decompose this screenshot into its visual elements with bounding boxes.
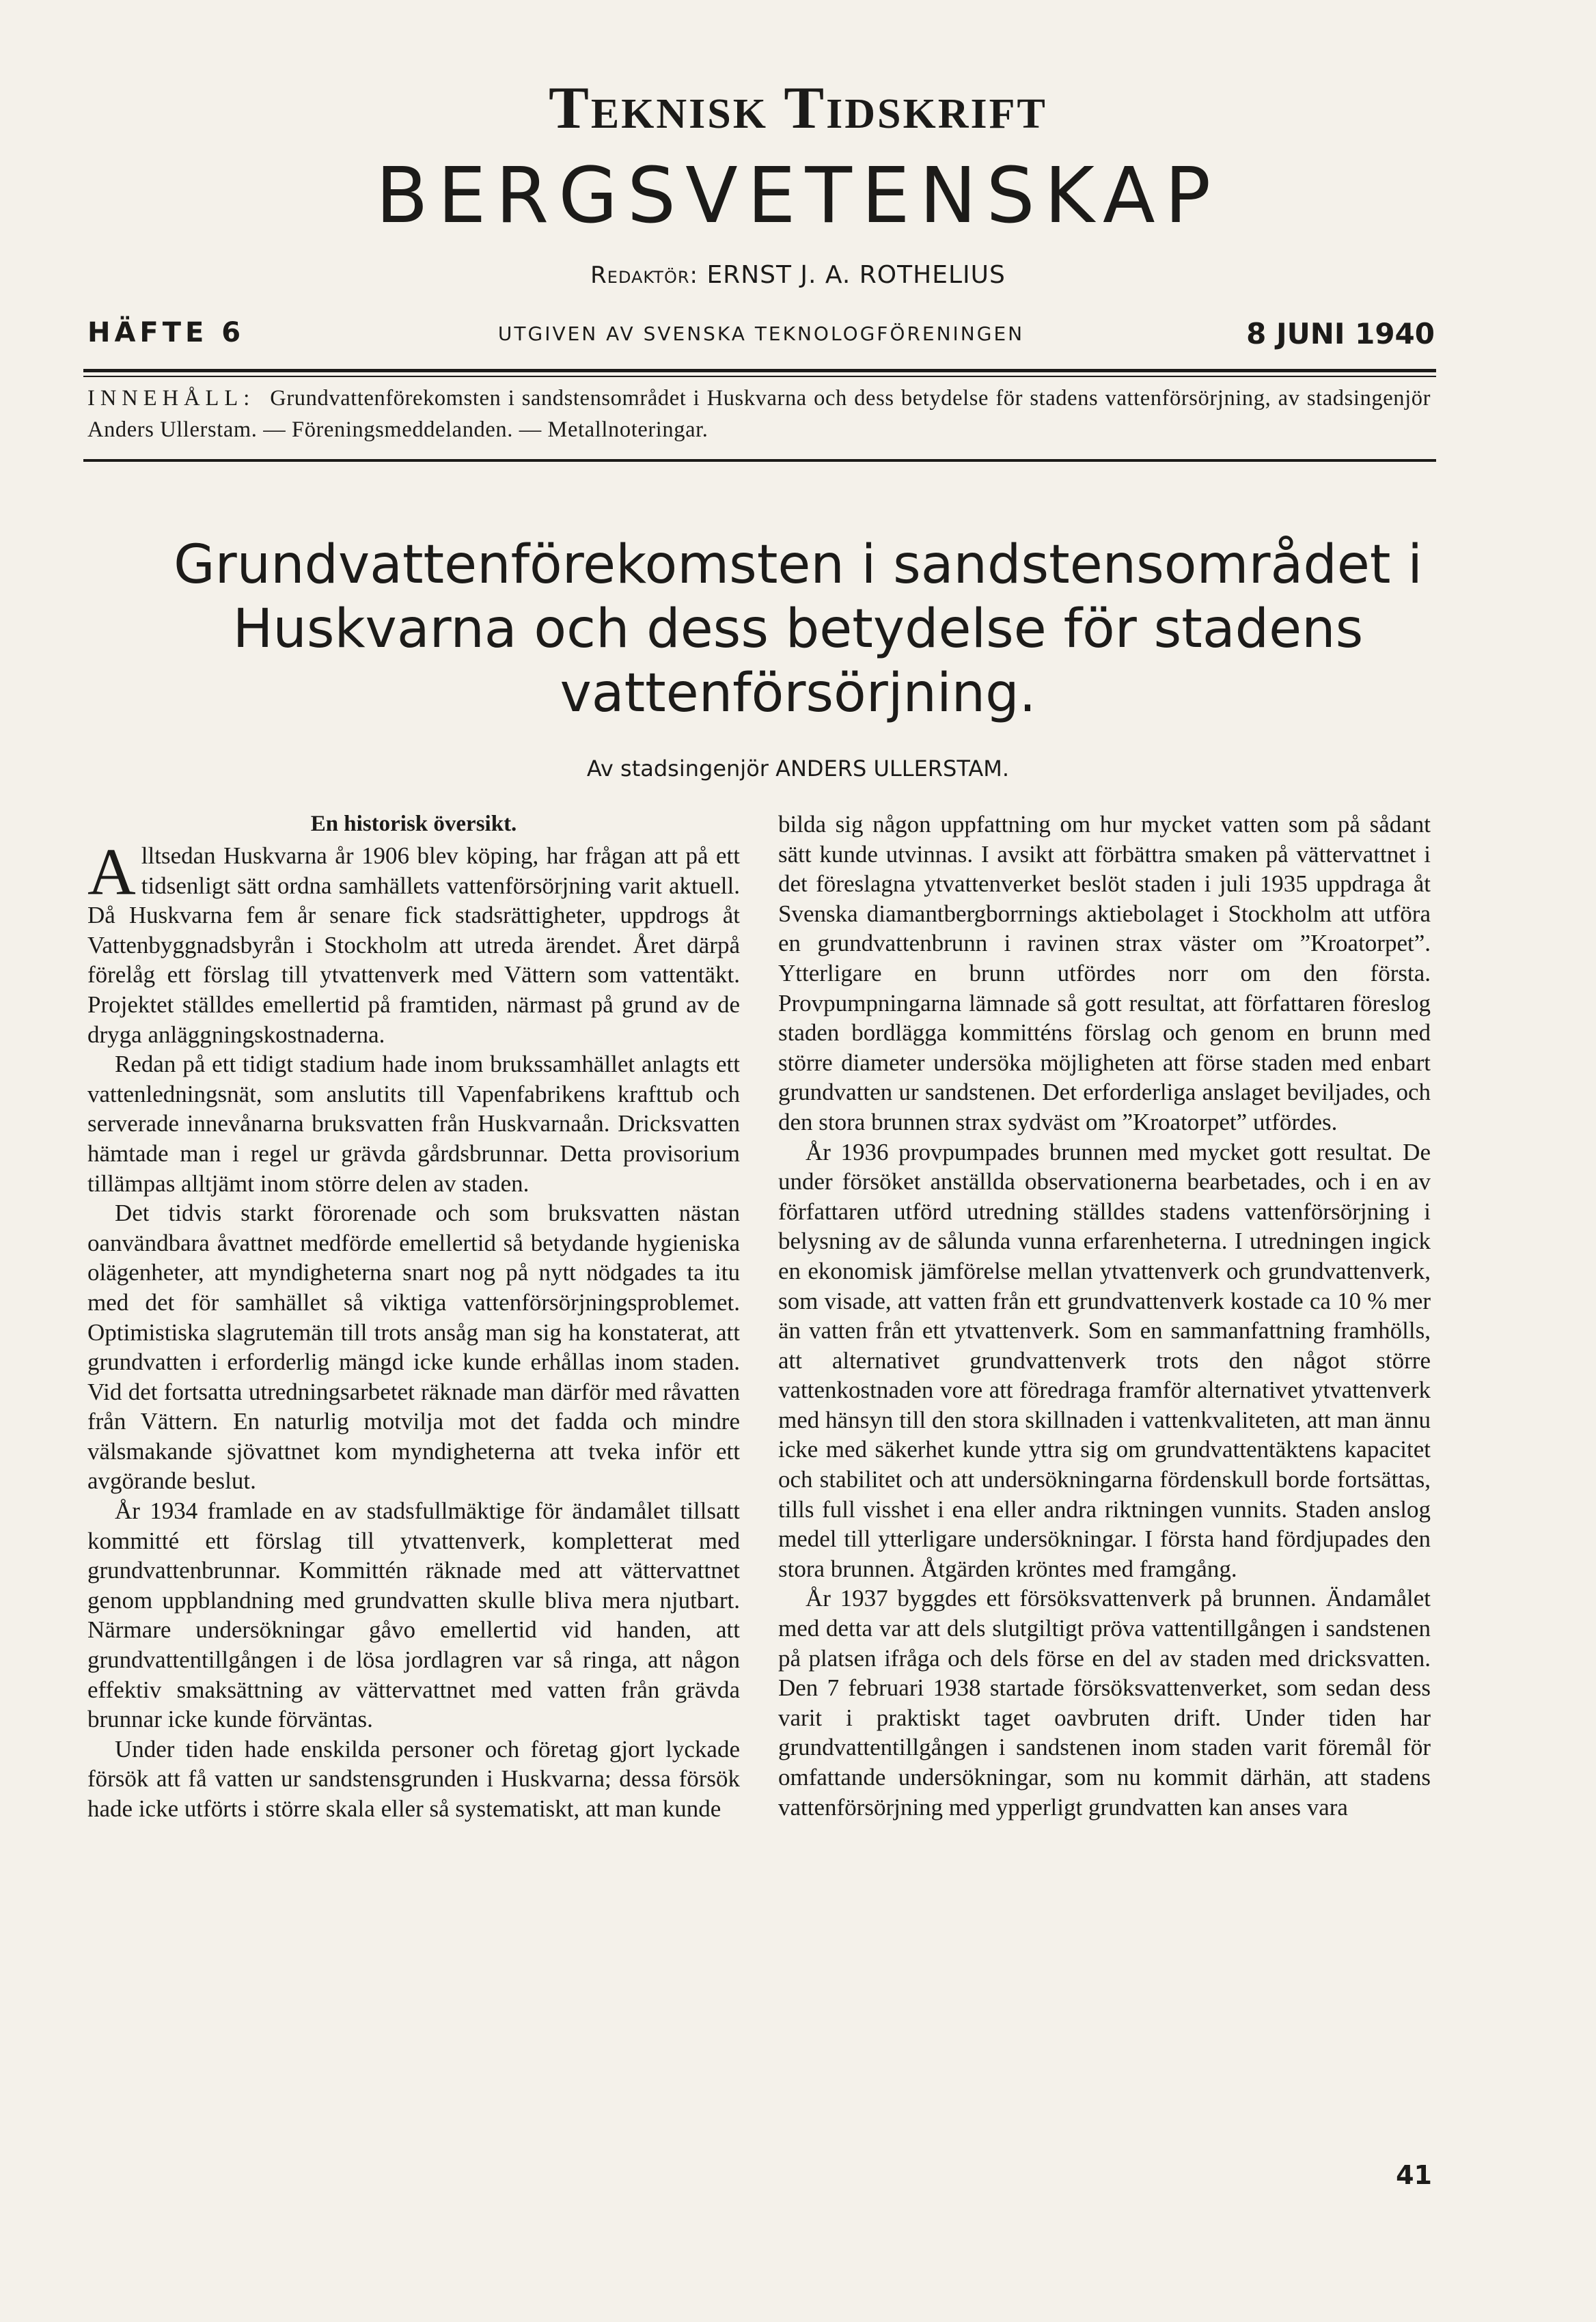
page-number: 41 xyxy=(1396,2160,1432,2190)
paragraph: bilda sig någon uppfattning om hur mycket vatten som på sådant sätt kunde utvinnas. I avsikt att förbättra smaken på vättervattnet i det föreslagna ytvattenverket beslöt staden i juli 1935 uppdraga åt Svenska diamantbergborrnings aktiebolaget i Stockholm att utföra en grundvattenbrunn i ravinen strax väster om ”Kroatorpet”. Ytterligare en brunn utfördes norr om den första. Provpumpningarna lämnade så gott resultat, att författaren föreslog staden bordlägga kommitténs förslag och genom en brunn med större diameter undersöka möjligheten att förse staden med enbart grundvatten ur sandstenen. Det erforderliga anslaget beviljades, och den stora brunnen strax sydväst om ”Kroatorpet” utfördes. xyxy=(778,811,1431,1135)
editor-label: Redaktör: xyxy=(590,262,698,289)
paragraph: Det tidvis starkt förorenade och som bruksvatten nästan oanvändbara åvattnet medförde emellertid så betydande hygieniska olägenheter, att myndigheterna snart nog på nytt nödgades ta itu med det för samhället så viktiga vattenförsörjningsproblemet. Optimistiska slagrutemän till trots ansåg man sig ha konstaterat, att grundvatten i erforderlig mängd icke kunde erhållas inom staden. Vid det fortsatta utredningsarbetet räknade man därför med råvatten från Vättern. En naturlig motvilja mot det fadda och mindre välsmakande sjövattnet kom myndigheterna att tveka inför ett avgörande beslut. xyxy=(87,1200,740,1495)
editor-line xyxy=(0,261,1596,289)
contents-label: INNEHÅLL: xyxy=(87,386,256,411)
issue-row xyxy=(87,317,1435,358)
drop-cap: A xyxy=(87,835,136,909)
paragraph: Under tiden hade enskilda personer och företag gjort lyckade försök att få vatten ur sandstensgrunden i Huskvarna; dessa försök hade icke utförts i större skala eller så systematiskt, att man kunde xyxy=(87,1735,740,1822)
top-rule-thin xyxy=(83,376,1436,377)
top-rule xyxy=(83,369,1436,372)
bottom-rule xyxy=(83,459,1436,462)
paragraph: Redan på ett tidigt stadium hade inom brukssamhället anlagts ett vattenledningsnät, som anslutits till Vapenfabrikens krafttub och serverade innevånarna bruksvatten från Huskvarnaån. Dricksvatten hämtade man i regel ur grävda gårdsbrunnar. Detta provisorium tillämpas alltjämt inom större delen av staden. xyxy=(87,1051,740,1197)
article-byline: Av stadsingenjör ANDERS ULLERSTAM. xyxy=(586,756,1010,782)
paragraph: År 1937 byggdes ett försöksvattenverk på brunnen. Ändamålet med detta var att dels slutgiltigt pröva vattentillgången i sandstenen på platsen ifråga och dels förse en del av staden med dricksvatten. Den 7 februari 1938 startade försöksvattenverket, som sedan dess varit i praktiskt taget oavbruten drift. Under tiden har grundvattentillgången i sandstenen inom staden varit föremål för omfattande undersökningar, som nu kommit därhän, att stadens vattenförsörjning med ypperligt grundvatten kan anses vara xyxy=(778,1585,1431,1821)
journal-section-title: BERGSVETENSKAP xyxy=(375,152,1221,240)
left-column xyxy=(87,810,740,1824)
right-column xyxy=(778,810,1431,1822)
editor-name: ERNST J. A. ROTHELIUS xyxy=(706,261,1006,289)
contents-text: Grundvattenförekomsten i sandstensområdet i Huskvarna och dess betydelse för stadens vattenförsörjning, av stadsingenjör Anders Ullerstam. — Föreningsmeddelanden. — Metallnoteringar. xyxy=(87,386,1431,442)
paragraph: Alltsedan Huskvarna år 1906 blev köping, har frågan att på ett tidsenligt sätt ordna samhällets vattenförsörjning varit aktuell. Då Huskvarna fem år senare fick stadsrättigheter, uppdrogs åt Vattenbyggnadsbyrån i Stockholm att utreda ärendet. Året därpå förelåg ett förslag till ytvattenverk med Vättern som vattentäkt. Projektet ställdes emellertid på framtiden, närmast på grund av de dryga anläggningskostnaderna. xyxy=(87,835,740,1048)
issue-number: HÄFTE 6 xyxy=(87,317,245,348)
section-heading: En historisk översikt. xyxy=(310,812,517,836)
issue-date: 8 JUNI 1940 xyxy=(1246,317,1435,350)
table-of-contents xyxy=(87,383,1431,445)
paragraph: År 1934 framlade en av stadsfullmäktige för ändamålet tillsatt kommitté ett förslag till ytvattenverk, kompletterat med grundvattenbrunnar. Kommittén räknade med att vättervattnet genom uppblandning med grundvatten skulle bliva mera njutbart. Närmare undersökningar gåvo emellertid vid handen, att grundvattentillgången i de lösa jordlagren var så ringa, att någon effektiv smaksättning av vättervattnet med vatten från grävda brunnar icke kunde förväntas. xyxy=(87,1497,740,1733)
journal-title: Teknisk Tidskrift xyxy=(549,75,1047,141)
article-title: Grundvattenförekomsten i sandstensområdet i Huskvarna och dess betydelse för stadens vattenförsörjning. xyxy=(174,534,1422,724)
publisher-line: UTGIVEN AV SVENSKA TEKNOLOGFÖRENINGEN xyxy=(497,322,1025,345)
paragraph: År 1936 provpumpades brunnen med mycket gott resultat. De under försöket anställda observationerna bearbetades, och i en av författaren utförd utredning ställdes stadens vattenförsörjning i belysning av de sålunda vunna erfarenheterna. I utredningen ingick en ekonomisk jämförelse mellan ytvattenverk och grundvattenverk, som visade, att vatten från ett grundvattenverk kostade ca 10 % mer än vatten från ett ytvattenverk. Som en sammanfattning framhölls, att alternativet grundvattenverk trots den något större vattenkostnaden vore att föredraga framför alternativet ytvattenverk med hänsyn till den stora skillnaden i vattenkvaliteten, att man ännu icke med säkerhet kunde yttra sig om grundvattentäktens kapacitet och stabilitet och att undersökningarna fördenskull borde fortsättas, tills full visshet i ena eller andra riktningen vunnits. Staden anslog medel till ytterligare undersökningar. I första hand fördjupades den stora brunnen. Åtgärden kröntes med framgång. xyxy=(778,1138,1431,1582)
